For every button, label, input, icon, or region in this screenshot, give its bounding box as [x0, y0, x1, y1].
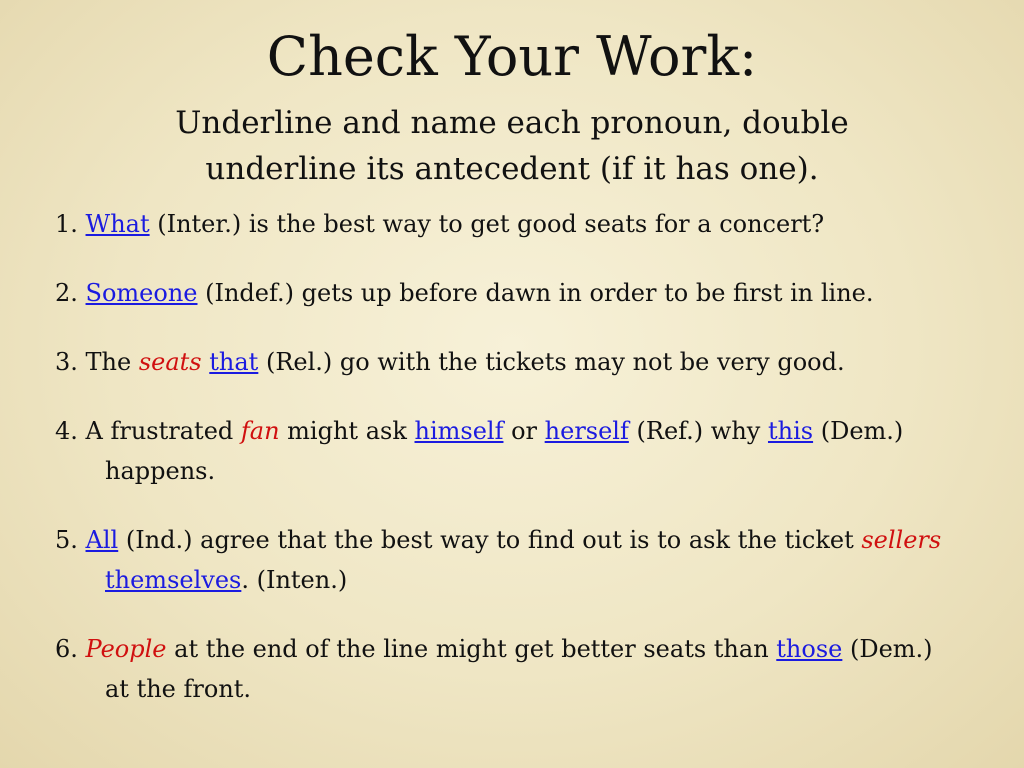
slide-title: Check Your Work:	[266, 25, 758, 88]
sentence-number: 1.	[55, 210, 86, 238]
subtitle-line-2: underline its antecedent (if it has one).	[205, 151, 819, 187]
sentence-1	[55, 204, 1010, 244]
sentence-number: 2.	[55, 279, 86, 307]
sentence-text: (Rel.) go with the tickets may not be very good.	[258, 348, 845, 376]
sentence-continuation	[55, 560, 1010, 600]
sentence-number: 5.	[55, 526, 86, 554]
pronoun: that	[209, 348, 259, 376]
pronoun: What	[85, 210, 150, 238]
sentence-text: (Indef.) gets up before dawn in order to be first in line.	[197, 279, 874, 307]
sentence-number: 4. A frustrated	[55, 417, 241, 445]
pronoun: Someone	[85, 279, 198, 307]
sentence-text: (Inter.) is the best way to get good seats for a concert?	[149, 210, 825, 238]
pronoun: themselves	[105, 566, 242, 594]
sentence-text: or	[503, 417, 545, 445]
sentence-6	[55, 629, 1010, 709]
sentence-5	[55, 520, 1010, 600]
antecedent: seats	[138, 348, 202, 376]
sentence-text: (Ref.) why	[628, 417, 768, 445]
pronoun: this	[767, 417, 814, 445]
pronoun: those	[776, 635, 843, 663]
sentence-text: at the end of the line might get better seats than	[166, 635, 777, 663]
antecedent: sellers	[861, 526, 942, 554]
antecedent: People	[85, 635, 167, 663]
subtitle-line-1: Underline and name each pronoun, double	[175, 105, 849, 141]
pronoun: herself	[544, 417, 629, 445]
antecedent: fan	[240, 417, 280, 445]
sentence-number: 3. The	[55, 348, 139, 376]
pronoun: All	[85, 526, 119, 554]
sentence-4	[55, 411, 1010, 491]
sentence-text: (Dem.)	[842, 635, 933, 663]
pronoun: himself	[414, 417, 504, 445]
sentence-number: 6.	[55, 635, 86, 663]
sentence-text: might ask	[279, 417, 415, 445]
sentence-continuation: at the front.	[105, 675, 252, 703]
sentence-list	[55, 204, 1010, 738]
sentence-text: (Dem.)	[813, 417, 904, 445]
sentence-2	[55, 273, 1010, 313]
sentence-text: (Ind.) agree that the best way to find out is to ask the ticket	[118, 526, 862, 554]
slide-subtitle	[0, 100, 1024, 192]
sentence-text: . (Inten.)	[241, 566, 348, 594]
sentence-3	[55, 342, 1010, 382]
sentence-continuation: happens.	[105, 457, 216, 485]
